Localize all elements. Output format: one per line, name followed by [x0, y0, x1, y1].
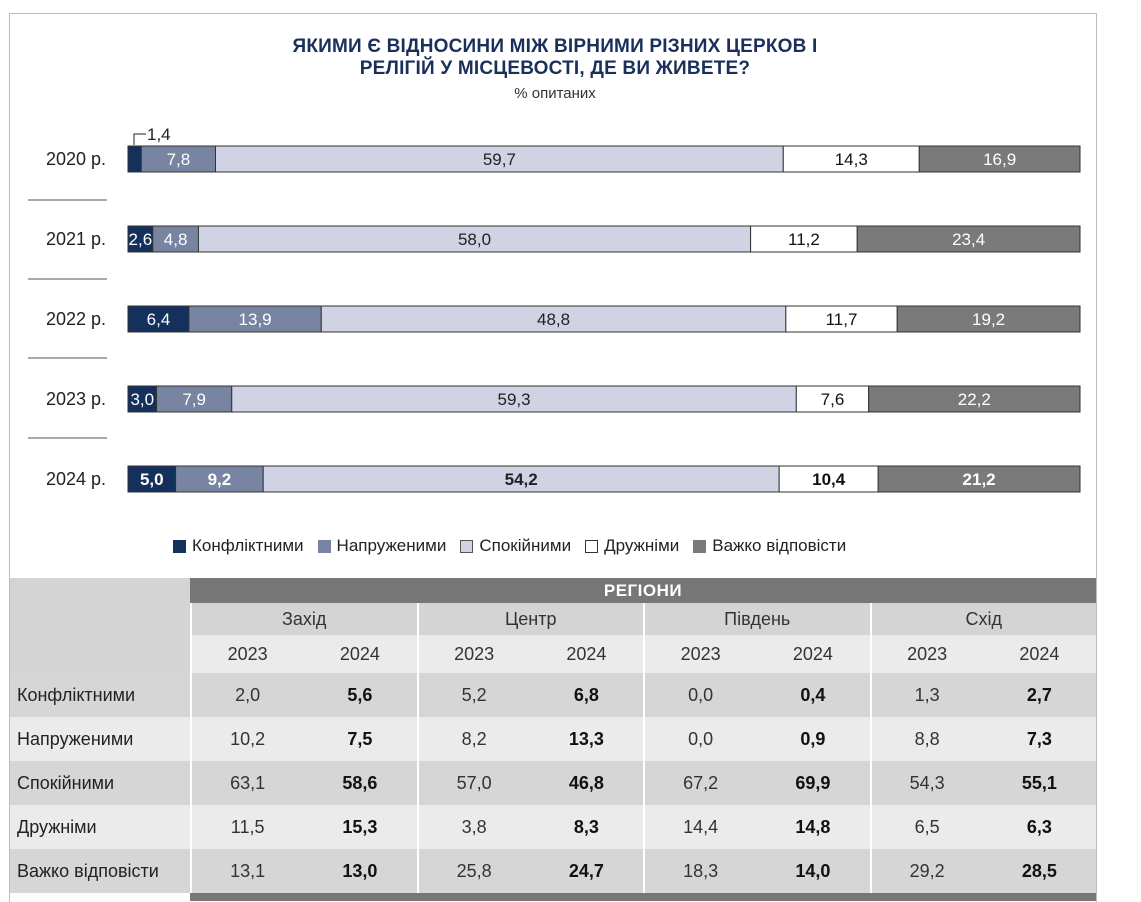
data-label: 23,4 — [952, 230, 986, 249]
table-row — [10, 761, 1096, 805]
row-label: Важко відповісти — [10, 849, 190, 893]
legend-label-friendly: Дружніми — [604, 536, 680, 555]
data-label: 59,3 — [497, 390, 531, 409]
data-label: 58,0 — [457, 230, 492, 249]
table-corner — [10, 578, 190, 673]
data-label: 11,7 — [825, 310, 858, 329]
data-label: 22,2 — [957, 390, 991, 409]
table-row — [10, 673, 1096, 717]
table-row — [10, 717, 1096, 761]
table-cell: 7,5 — [303, 717, 416, 761]
table-cell: 14,0 — [756, 849, 869, 893]
legend-swatch-tense — [318, 540, 331, 553]
table-cell: 6,5 — [870, 805, 983, 849]
table-cell: 14,8 — [756, 805, 869, 849]
table-cell: 13,1 — [190, 849, 303, 893]
table-cell: 29,2 — [870, 849, 983, 893]
table-cell: 8,2 — [417, 717, 530, 761]
table-cell: 25,8 — [417, 849, 530, 893]
year-header: 2024 — [303, 635, 416, 673]
data-label: 7,6 — [820, 390, 845, 409]
data-label: 5,0 — [139, 470, 164, 489]
legend-label-hard: Важко відповісти — [712, 536, 847, 555]
table-row — [10, 849, 1096, 893]
region-west: Захід — [190, 603, 417, 635]
legend-swatch-hard — [693, 540, 706, 553]
category-label: 2024 р. — [45, 469, 106, 489]
year-header: 2024 — [756, 635, 869, 673]
data-label: 19,2 — [972, 310, 1006, 329]
table-footer-band — [190, 893, 1096, 901]
table-cell: 54,3 — [870, 761, 983, 805]
data-label: 2,6 — [128, 230, 153, 249]
data-label: 14,3 — [834, 150, 868, 169]
legend — [173, 536, 860, 556]
data-label: 54,2 — [504, 470, 538, 489]
data-label-callout: 1,4 — [147, 125, 171, 144]
year-header: 2023 — [870, 635, 983, 673]
table-cell: 28,5 — [983, 849, 1096, 893]
row-label: Напруженими — [10, 717, 190, 761]
row-label: Конфліктними — [10, 673, 190, 717]
table-cell: 0,0 — [643, 673, 756, 717]
title-line-2: РЕЛІГІЙ У МІСЦЕВОСТІ, ДЕ ВИ ЖИВЕТЕ? — [359, 58, 751, 79]
row-label: Спокійними — [10, 761, 190, 805]
table-cell: 46,8 — [530, 761, 643, 805]
region-center: Центр — [417, 603, 644, 635]
bar-conflict — [128, 146, 141, 172]
category-label: 2021 р. — [45, 229, 106, 249]
legend-label-calm: Спокійними — [479, 536, 572, 555]
category-label: 2022 р. — [45, 309, 106, 329]
table-cell: 6,8 — [530, 673, 643, 717]
data-label: 59,7 — [482, 150, 516, 169]
region-south: Південь — [643, 603, 870, 635]
year-header: 2024 — [530, 635, 643, 673]
table-cell: 2,0 — [190, 673, 303, 717]
table-cell: 3,8 — [417, 805, 530, 849]
regions-table — [10, 578, 1096, 893]
data-label: 4,8 — [163, 230, 188, 249]
table-cell: 1,3 — [870, 673, 983, 717]
legend-swatch-conflict — [173, 540, 186, 553]
data-label: 9,2 — [207, 470, 232, 489]
table-cell: 7,3 — [983, 717, 1096, 761]
year-header: 2023 — [417, 635, 530, 673]
chart-subtitle: % опитаних — [514, 85, 596, 102]
category-label: 2023 р. — [45, 389, 106, 409]
table-cell: 13,3 — [530, 717, 643, 761]
table-cell: 0,4 — [756, 673, 869, 717]
table-cell: 18,3 — [643, 849, 756, 893]
table-cell: 55,1 — [983, 761, 1096, 805]
data-label: 11,2 — [788, 230, 820, 249]
data-label: 6,4 — [146, 310, 171, 329]
category-label: 2020 р. — [45, 149, 106, 169]
legend-item-hard — [693, 536, 846, 556]
table-cell: 0,0 — [643, 717, 756, 761]
table-cell: 8,8 — [870, 717, 983, 761]
legend-swatch-calm — [460, 540, 473, 553]
data-label: 13,9 — [238, 310, 272, 329]
row-label: Дружніми — [10, 805, 190, 849]
data-label: 48,8 — [536, 310, 571, 329]
table-cell: 57,0 — [417, 761, 530, 805]
table-row — [10, 805, 1096, 849]
table-cell: 10,2 — [190, 717, 303, 761]
legend-item-calm — [460, 536, 571, 556]
table-cell: 14,4 — [643, 805, 756, 849]
table-cell: 69,9 — [756, 761, 869, 805]
data-label: 10,4 — [812, 470, 846, 489]
table-cell: 5,2 — [417, 673, 530, 717]
legend-label-conflict: Конфліктними — [192, 536, 304, 555]
legend-item-conflict — [173, 536, 304, 556]
table-cell: 8,3 — [530, 805, 643, 849]
region-east: Схід — [870, 603, 1097, 635]
callout-line — [134, 134, 146, 145]
legend-item-friendly — [585, 536, 679, 556]
data-label: 7,9 — [182, 390, 206, 409]
table-cell: 63,1 — [190, 761, 303, 805]
table-cell: 13,0 — [303, 849, 416, 893]
table-cell: 2,7 — [983, 673, 1096, 717]
legend-swatch-friendly — [585, 540, 598, 553]
table-cell: 11,5 — [190, 805, 303, 849]
year-header: 2024 — [983, 635, 1096, 673]
data-label: 16,9 — [983, 150, 1017, 169]
table-cell: 6,3 — [983, 805, 1096, 849]
regions-header: РЕГІОНИ — [190, 578, 1096, 603]
legend-label-tense: Напруженими — [336, 536, 447, 555]
table-cell: 15,3 — [303, 805, 416, 849]
table-cell: 24,7 — [530, 849, 643, 893]
year-header: 2023 — [190, 635, 303, 673]
title-line-1: ЯКИМИ Є ВІДНОСИНИ МІЖ ВІРНИМИ РІЗНИХ ЦЕРКОВ І — [292, 36, 818, 57]
table-cell: 0,9 — [756, 717, 869, 761]
data-label: 3,0 — [130, 390, 155, 409]
legend-item-tense — [318, 536, 447, 556]
table-cell: 58,6 — [303, 761, 416, 805]
regions-table-wrap — [10, 578, 1096, 893]
table-cell: 5,6 — [303, 673, 416, 717]
year-header: 2023 — [643, 635, 756, 673]
data-label: 7,8 — [166, 150, 191, 169]
data-label: 21,2 — [962, 470, 996, 489]
table-cell: 67,2 — [643, 761, 756, 805]
